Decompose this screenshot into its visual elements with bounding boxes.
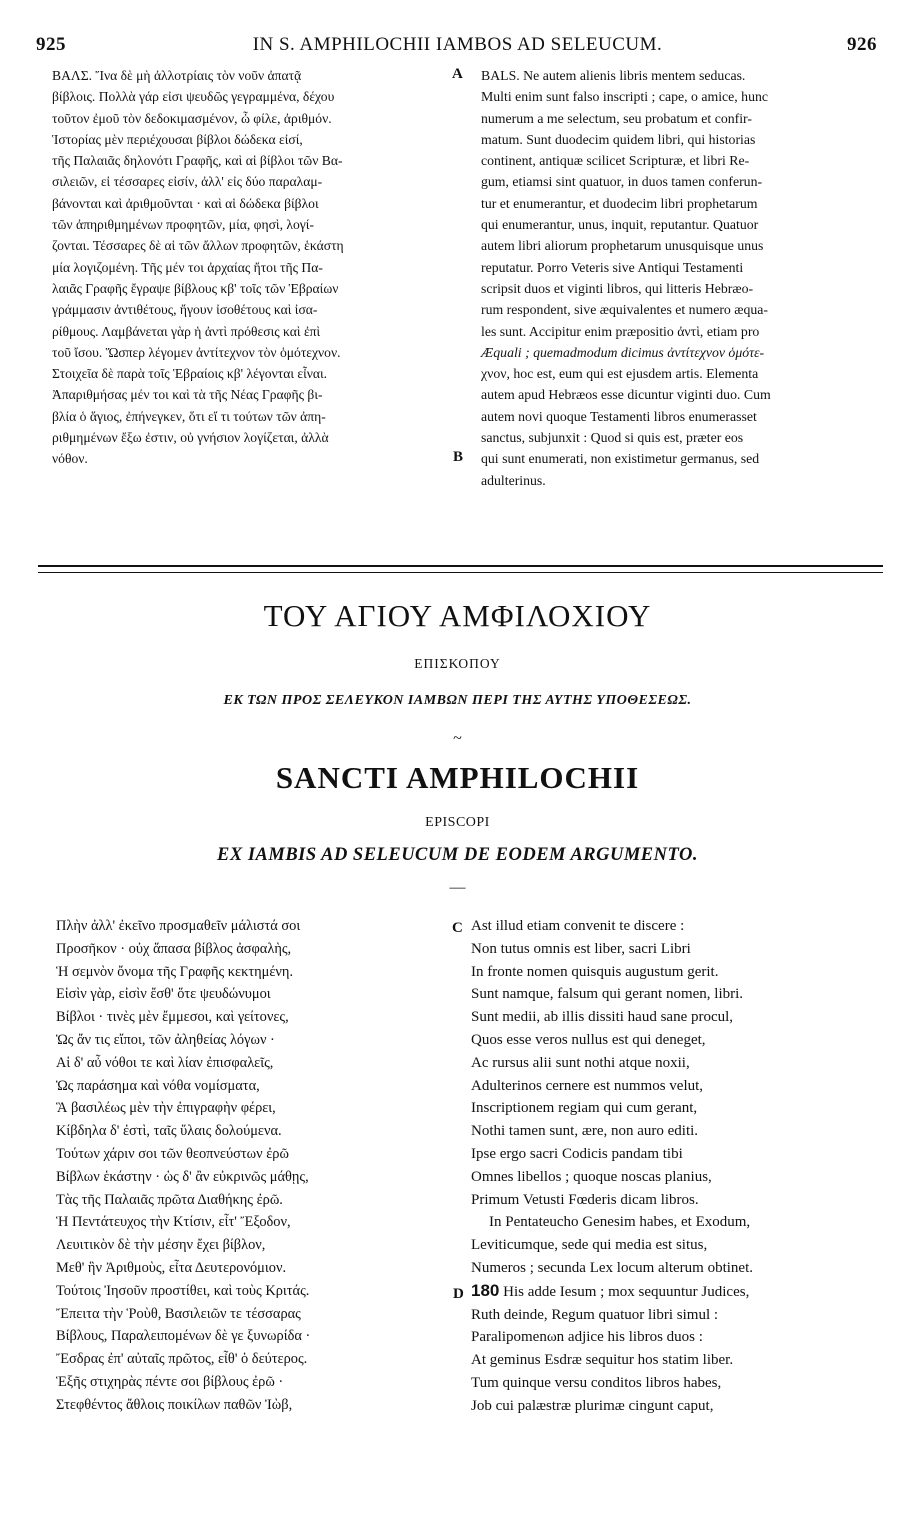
running-title: IN S. AMPHILOCHII IAMBOS AD SELEUCUM. [252, 34, 663, 55]
verse-line: Tum quinque versu conditos libros habes, [471, 1374, 722, 1391]
text-line: βάνονται καὶ ἀριθμοῦνται · καὶ αἱ δώδεκα βίβλοι [52, 195, 319, 211]
text-line: σιλειῶν, εἰ τέσσαρες εἰσίν, ἀλλ' εἰς δύο παραλαμ- [52, 174, 323, 190]
verse-line: Ast illud etiam convenit te discere : [471, 918, 685, 934]
verse-line: Ὡς ἄν τις εἴποι, τῶν ἀληθείας λόγων · [56, 1031, 275, 1048]
verse-line: Τὰς τῆς Παλαιᾶς πρῶτα Διαθήκης ἐρῶ. [56, 1191, 283, 1208]
greek-title: ΤΟΥ ΑΓΙΟΥ ΑΜΦΙΛΟΧΙΟΥ [263, 598, 652, 633]
text-line: Ἀπαριθμήσας μέν τοι καὶ τὰ τῆς Νέας Γραφῆς βι- [52, 387, 323, 403]
separator-dash: — [449, 879, 466, 896]
latin-commentary-column [481, 65, 885, 491]
text-line: les sunt. Accipitur enim præpositio ἀντὶ, etiam pro [481, 323, 760, 339]
text-line: βλία ὁ ἅγιος, ἐπήνεγκεν, ὅτι εἴ τι τούτων τῶν ἀπη- [52, 408, 326, 424]
greek-commentary-column [52, 65, 464, 470]
text-line: autem apud Hebræos esse dicuntur viginti duo. Cum [481, 387, 771, 403]
latin-verse-column [471, 915, 886, 1418]
verse-line: Ἃ βασιλέως μὲν τὴν ἐπιγραφὴν φέρει, [56, 1100, 276, 1117]
ornament: ~ [453, 730, 462, 747]
text-line: autem novi quoque Testamenti libros enumerasset [481, 408, 757, 424]
greek-heading: ΕΚ ΤΩΝ ΠΡΟΣ ΣΕΛΕΥΚΟΝ ΙΑΜΒΩΝ ΠΕΡΙ ΤΗΣ ΑΥΤΗΣ ΥΠΟΘΕΣΕΩΣ. [223, 693, 692, 708]
verse-line: Προσῆκον · οὐχ ἅπασα βίβλος ἀσφαλὴς, [56, 940, 292, 957]
verse-line: Πλὴν ἀλλ' ἐκεῖνο προσμαθεῖν μάλιστά σοι [56, 918, 301, 934]
text-line: τοῦ ἴσου. Ὥσπερ λέγομεν ἀντίτεχνον τὸν ὁμότεχνον. [52, 344, 341, 360]
verse-line: Ἔπειτα τὴν Ῥοὺθ, Βασιλειῶν τε τέσσαρας [56, 1305, 301, 1322]
text-line: rum respondent, sive æquivalentes et numero æqua- [481, 302, 768, 318]
verse-line: Εἰσὶν γὰρ, εἰσὶν ἔσθ' ὅτε ψευδώνυμοι [56, 986, 271, 1003]
text-line: numerum a me selectum, seu probatum et confir- [481, 110, 752, 126]
text-line: βίβλοις. Πολλὰ γάρ εἰσι ψευδῶς γεγραμμένα, δέχου [52, 89, 335, 105]
verse-line: Paralipomenωn adjice his libros duos : [471, 1329, 703, 1346]
text-line: τῆς Παλαιᾶς δηλονότι Γραφῆς, καὶ αἱ βίβλοι τῶν Βα- [52, 153, 343, 169]
text-line: λαιᾶς Γραφῆς ἔγραψε βίβλους κβ' τοῖς τῶν Ἑβραίων [52, 280, 339, 296]
text-line: reputatur. Porro Veteris sive Antiqui Testamenti [481, 259, 744, 275]
verse-line: At geminus Esdræ sequitur hos statim liber. [471, 1352, 734, 1369]
verse-text: His adde Iesum ; mox sequuntur Judices, [503, 1283, 750, 1300]
verse-line: Leviticumque, sede qui media est situs, [471, 1237, 708, 1254]
text-line: ρίθμους. Λαμβάνεται γὰρ ἡ ἀντὶ πρόθεσις καὶ ἐπὶ [52, 323, 321, 339]
column-number: 180 [471, 1280, 500, 1300]
margin-marker-d: D [453, 1286, 464, 1302]
running-header [30, 28, 885, 58]
verse-line: Omnes libellos ; quoque noscas planius, [471, 1168, 712, 1185]
section-divider-thick [38, 565, 883, 567]
page-number-left: 925 [36, 34, 66, 55]
text-line: tur et enumerantur, et duodecim libri prophetarum [481, 195, 758, 211]
text-line: ζονται. Τέσσαρες δὲ αἱ τῶν ἄλλων προφητῶν, ἑκάστη [52, 238, 344, 254]
margin-marker-b: B [453, 449, 464, 465]
verse-line: Αἱ δ' αὖ νόθοι τε καὶ λίαν ἐπισφαλεῖς, [56, 1054, 274, 1071]
verse-line: Βίβλους, Παραλειπομένων δὲ γε ξυνωρίδα · [56, 1328, 311, 1345]
verse-line: Sunt namque, falsum qui gerant nomen, libri. [471, 986, 744, 1003]
section-divider-thin [38, 572, 883, 573]
text-line: ριθμημένων ἔξω ἐστιν, οὐ γνήσιον λογίζεται, ἀλλὰ [52, 430, 329, 446]
page-number-right: 926 [847, 34, 877, 55]
latin-heading: EX IAMBIS AD SELEUCUM DE EODEM ARGUMENTO. [217, 845, 698, 865]
text-line: Ἱστορίας μὲν περιέχουσαι βίβλοι δώδεκα εἰσί, [52, 131, 303, 147]
text-line: autem libri aliorum prophetarum unusquisque unus [481, 238, 764, 254]
margin-marker-c: C [452, 920, 463, 936]
verse-line: Ac rursus alii sunt nothi atque noxii, [471, 1054, 690, 1071]
verse-line: Ipse ergo sacri Codicis pandam tibi [471, 1145, 683, 1162]
verse-line: Inscriptionem regiam qui cum gerant, [471, 1100, 698, 1117]
text-line: scripsit duos et viginti libros, qui litteris Hebræo- [481, 280, 754, 296]
text-line: BALS. Ne autem alienis libris mentem seducas. [481, 68, 746, 83]
text-line: matum. Sunt duodecim quidem libri, qui historias [481, 131, 756, 147]
text-line: qui enumerantur, unus, inquit, reputantur. Quatuor [481, 217, 759, 233]
verse-line: Nothi tamen sunt, ære, non auro editi. [471, 1123, 699, 1140]
verse-line-numbered [471, 1280, 886, 1304]
greek-subtitle: ΕΠΙΣΚΟΠΟΥ [414, 656, 501, 671]
verse-line: Ruth deinde, Regum quatuor libri simul : [471, 1306, 719, 1323]
verse-line: Βίβλων ἑκάστην · ὡς δ' ἂν εὐκρινῶς μάθῃς, [56, 1168, 309, 1185]
verse-line: Ἡ σεμνὸν ὄνομα τῆς Γραφῆς κεκτημένη. [56, 963, 294, 980]
verse-line: Ἔσδρας ἐπ' αὐταῖς πρῶτος, εἶθ' ὁ δεύτερος. [56, 1351, 308, 1368]
text-line: τοῦτον ἐμοῦ τὸν δεδοκιμασμένον, ὦ φίλε, ἀριθμόν. [52, 110, 332, 126]
text-line: νόθον. [52, 451, 88, 467]
text-line: Æquali ; quemadmodum dicimus ἀντίτεχνον ὁμότε- [481, 344, 765, 360]
margin-marker-a: A [452, 66, 463, 82]
latin-title: SANCTI AMPHILOCHII [275, 760, 640, 795]
verse-line: Ἑξῆς στιχηρὰς πέντε σοι βίβλους ἐρῶ · [56, 1373, 284, 1390]
verse-line: Λευιτικὸν δὲ τὴν μέσην ἔχει βίβλον, [56, 1237, 266, 1254]
text-line: qui sunt enumerati, non existimetur germanus, sed [481, 451, 760, 467]
text-line: continent, antiquæ scilicet Scripturæ, et libri Re- [481, 153, 750, 169]
text-line: gum, etiamsi sint quatuor, in duos tamen conferun- [481, 174, 763, 190]
verse-line: In fronte nomen quisquis augustum gerit. [471, 963, 719, 980]
text-line: Multi enim sunt falso inscripti ; cape, o amice, hunc [481, 89, 768, 105]
verse-line: Μεθ' ἣν Ἀριθμοὺς, εἶτα Δευτερονόμιον. [56, 1259, 287, 1276]
greek-verse-column [56, 915, 461, 1417]
verse-line: Βίβλοι · τινὲς μὲν ἔμμεσοι, καὶ γείτονες, [56, 1009, 289, 1026]
text-line: γράμμασιν ἀντιθέτους, ἤγουν ἰσοθέτους καὶ ἰσα- [52, 302, 318, 318]
text-line: adulterinus. [481, 472, 546, 488]
verse-line: In Pentateucho Genesim habes, et Exodum, [489, 1214, 751, 1231]
verse-line: Quos esse veros nullus est qui deneget, [471, 1031, 706, 1048]
text-line: ΒΑΛΣ. Ἵνα δὲ μὴ ἀλλοτρίαις τὸν νοῦν ἀπατᾷ [52, 68, 302, 83]
verse-line: Τούτων χάριν σοι τῶν θεοπνεύστων ἐρῶ [56, 1145, 289, 1162]
text-line: sanctus, subjunxit : Quod si quis est, præter eos [481, 430, 744, 446]
verse-line: Numeros ; secunda Lex locum alterum obtinet. [471, 1259, 754, 1276]
verse-line: Ὡς παράσημα καὶ νόθα νομίσματα, [56, 1077, 260, 1094]
latin-subtitle: EPISCOPI [425, 815, 490, 830]
verse-line: Sunt medii, ab illis dissiti haud sane procul, [471, 1009, 734, 1026]
verse-line: Ἡ Πεντάτευχος τὴν Κτίσιν, εἶτ' Ἔξοδον, [56, 1214, 291, 1231]
text-line: μία λογιζομένη. Τῆς μέν τοι ἀρχαίας ἤτοι τῆς Πα- [52, 259, 323, 275]
verse-line: Non tutus omnis est liber, sacri Libri [471, 940, 691, 957]
verse-line: Τούτοις Ἰησοῦν προστίθει, καὶ τοὺς Κριτάς. [56, 1282, 310, 1299]
text-line: Στοιχεῖα δὲ παρὰ τοῖς Ἑβραίοις κβ' λέγονται εἶναι. [52, 366, 328, 382]
verse-line: Στεφθέντος ἄθλοις ποικίλων παθῶν Ἰὼβ, [56, 1396, 293, 1413]
text-line: τῶν ἀπηριθμημένων προφητῶν, μία, φησὶ, λογί- [52, 217, 314, 233]
verse-line: Primum Vetusti Fœderis dicam libros. [471, 1191, 699, 1208]
text-line: χνον, hoc est, eum qui est ejusdem artis. Elementa [481, 366, 759, 382]
verse-line: Κίβδηλα δ' ἐστὶ, ταῖς ὕλαις δολούμενα. [56, 1123, 282, 1140]
verse-line: Job cui palæstræ plurimæ cingunt caput, [471, 1397, 714, 1414]
verse-line: Adulterinos cernere est nummos velut, [471, 1077, 704, 1094]
